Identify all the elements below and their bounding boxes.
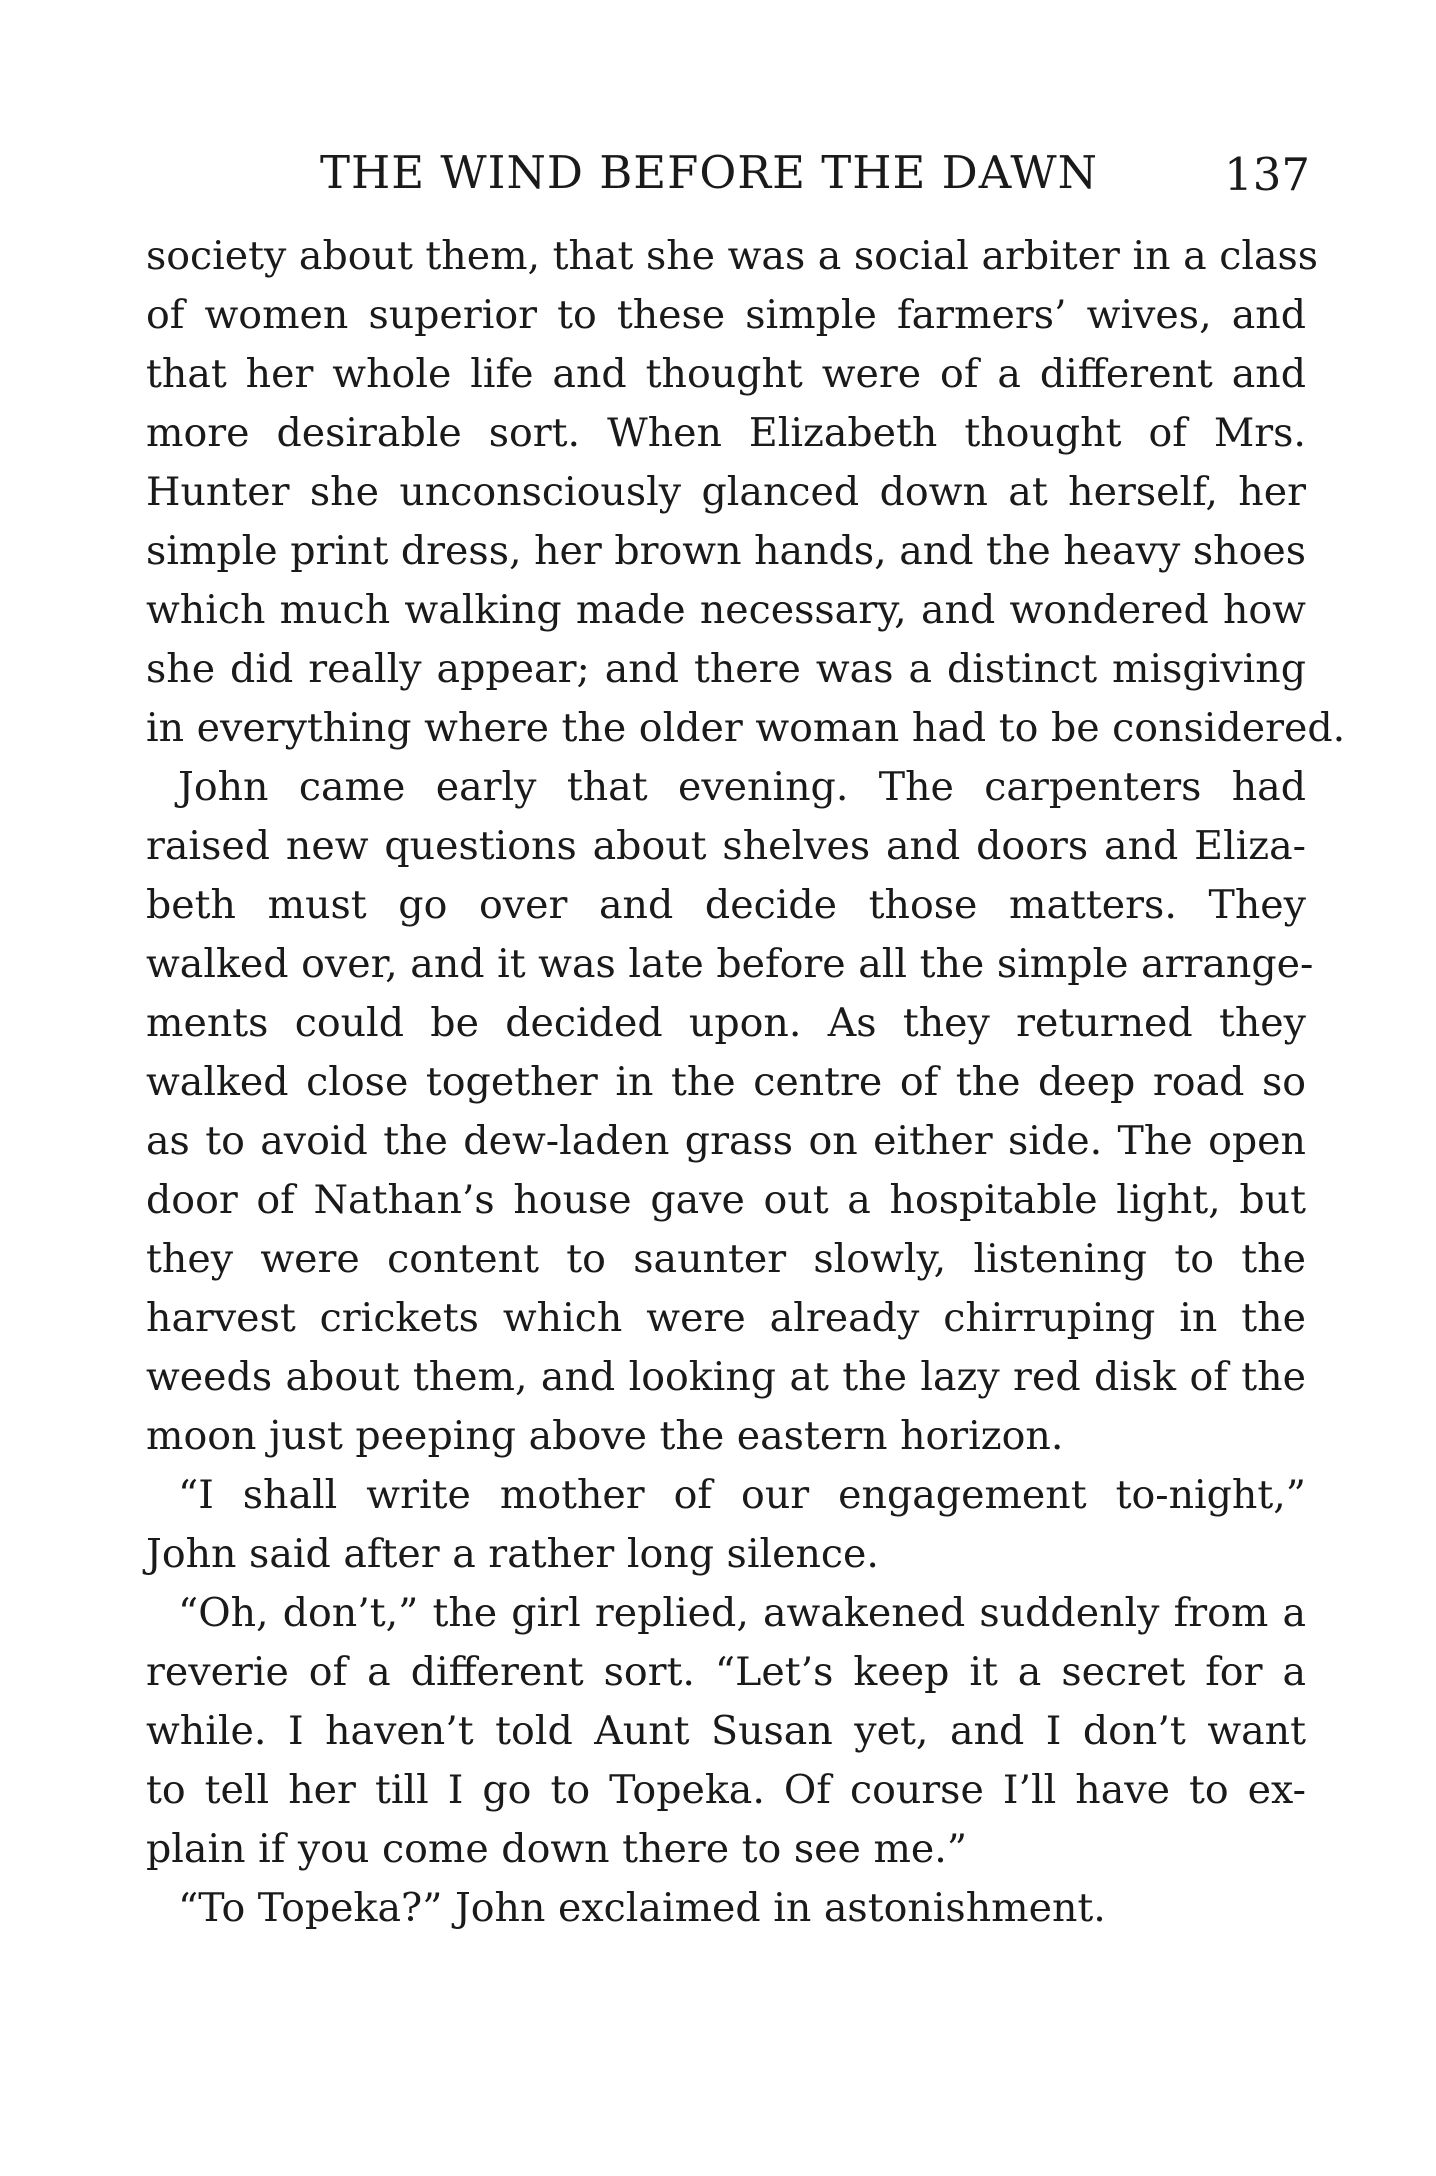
text-line: walked over, and it was late before all the simple arrange- (146, 941, 1314, 987)
text-line: Hunter she unconsciously glanced down at herself, her (146, 469, 1306, 515)
body-text (146, 227, 1346, 1938)
text-line: to tell her till I go to Topeka. Of course I’ll have to ex- (146, 1767, 1306, 1813)
text-line: beth must go over and decide those matters. They (146, 882, 1306, 928)
text-line: door of Nathan’s house gave out a hospitable light, but (146, 1177, 1306, 1223)
text-line: “I shall write mother of our engagement to-night,” (178, 1472, 1306, 1518)
running-head (320, 146, 1310, 206)
text-line: they were content to saunter slowly, listening to the (146, 1236, 1306, 1282)
text-line: as to avoid the dew-laden grass on either side. The open (146, 1118, 1306, 1164)
text-line: ments could be decided upon. As they returned they (146, 1000, 1306, 1046)
text-line: moon just peeping above the eastern horizon. (146, 1413, 1064, 1459)
running-title: THE WIND BEFORE THE DAWN (320, 146, 1099, 199)
text-line: “Oh, don’t,” the girl replied, awakened suddenly from a (178, 1590, 1306, 1636)
text-line: society about them, that she was a social arbiter in a class (146, 233, 1319, 279)
page-number: 137 (1224, 148, 1310, 201)
text-line: “To Topeka?” John exclaimed in astonishment. (178, 1885, 1106, 1931)
text-line: John came early that evening. The carpenters had (178, 764, 1306, 810)
text-line: which much walking made necessary, and wondered how (146, 587, 1306, 633)
text-line: she did really appear; and there was a distinct misgiving (146, 646, 1306, 692)
text-line: while. I haven’t told Aunt Susan yet, and I don’t want (146, 1708, 1306, 1754)
text-line: simple print dress, her brown hands, and the heavy shoes (146, 528, 1306, 574)
text-line: walked close together in the centre of the deep road so (146, 1059, 1306, 1105)
text-line: that her whole life and thought were of a different and (146, 351, 1306, 397)
text-line: John said after a rather long silence. (146, 1531, 879, 1577)
text-line: raised new questions about shelves and doors and Eliza- (146, 823, 1306, 869)
text-line: harvest crickets which were already chirruping in the (146, 1295, 1306, 1341)
text-line: plain if you come down there to see me.” (146, 1826, 968, 1872)
text-line: more desirable sort. When Elizabeth thought of Mrs. (146, 410, 1306, 456)
text-line: in everything where the older woman had to be considered. (146, 705, 1346, 751)
text-line: weeds about them, and looking at the lazy red disk of the (146, 1354, 1306, 1400)
text-line: reverie of a different sort. “Let’s keep it a secret for a (146, 1649, 1306, 1695)
text-line: of women superior to these simple farmers’ wives, and (146, 292, 1306, 338)
